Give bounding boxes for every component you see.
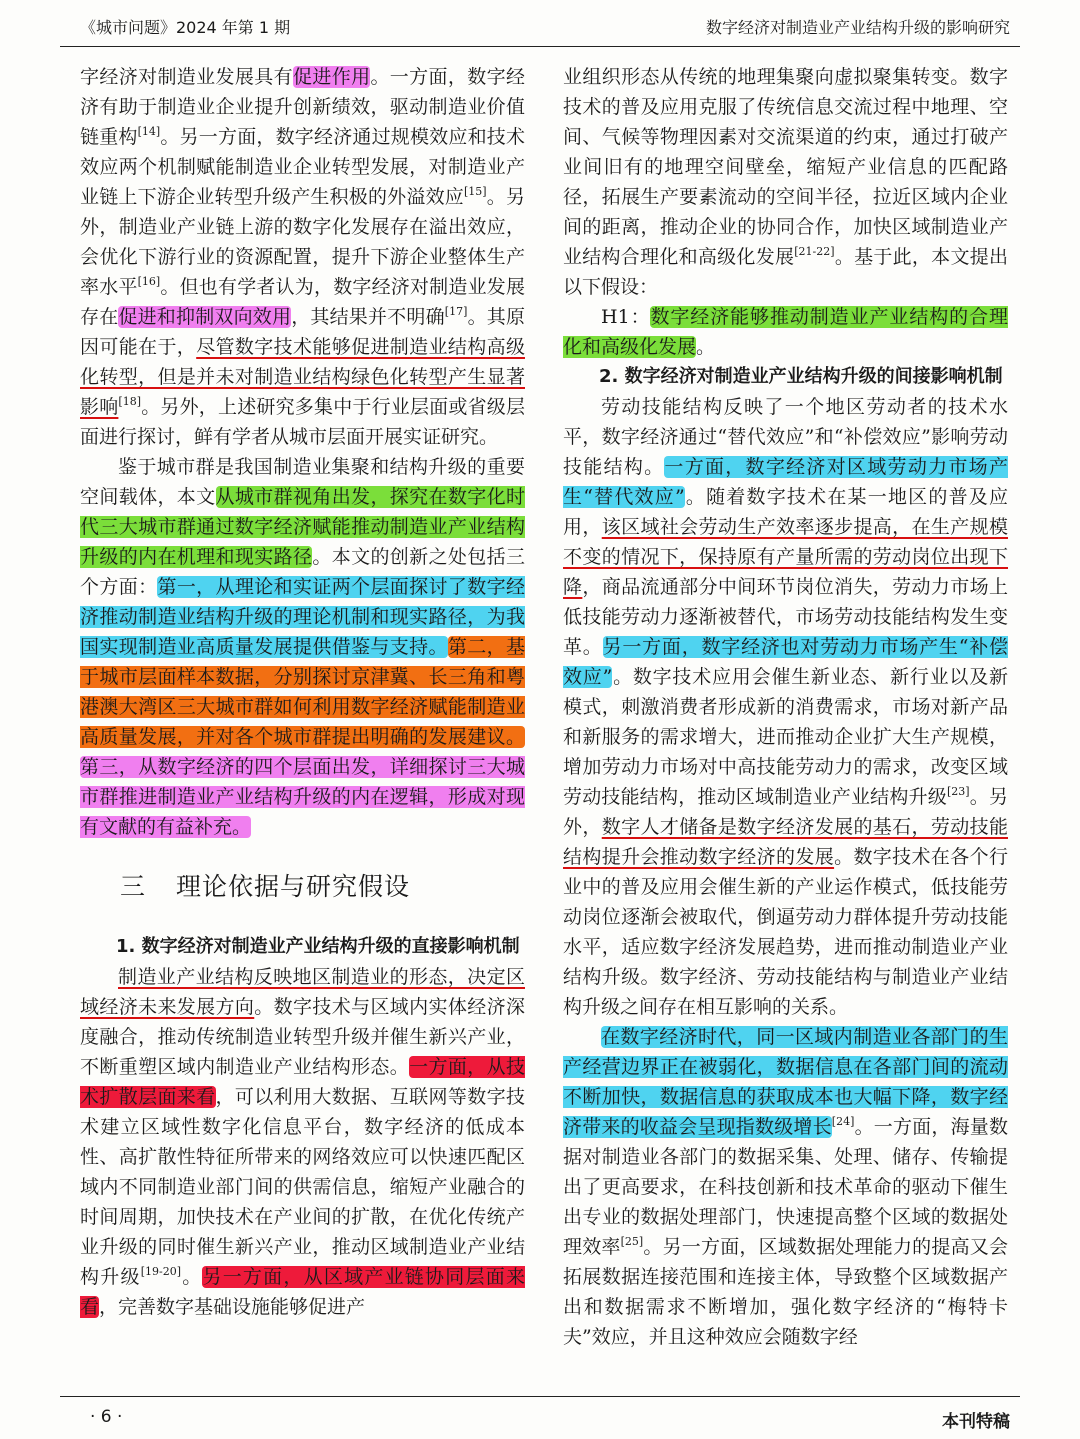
- underline-red: 该区域社会劳动生产效率逐步提高，在生产规模不变的情况下，保持原有产量所需的劳动岗位出现下降: [563, 516, 1008, 598]
- subsection-heading-direct: 1. 数字经济对制造业产业结构升级的直接影响机制: [116, 936, 520, 957]
- paragraph-direct-mechanism: 制造业产业结构反映地区制造业的形态，决定区域经济未来发展方向。数字技术与区域内实体经济深度融合，推动传统制造业转型升级并催生新兴产业，不断重塑区域内制造业产业结构形态。一方面，从技术扩散层面来看，可以利用大数据、互联网等数字技术建立区域性数字化信息平台，数字经济的低成本性、高扩散性特征所带来的网络效应可以快速匹配区域内不同制造业部门间的供需信息，缩短产业融合的时间周期，加快技术在产业间的扩散，在优化传统产业升级的同时催生新兴产业，推动区域制造业产业结构升级[19-20]。另一方面，从区域产业链协同层面来看，完善数字基础设施能够促进产: [80, 966, 525, 1318]
- running-header: [60, 10, 1020, 47]
- highlight-cyan: 第一，从理论和实证两个层面探讨了数字经济推动制造业结构升级的理论机制和现实路径，为我国实现制造业高质量发展提供借鉴与支持。: [80, 576, 525, 658]
- highlight-pink: 促进作用: [292, 66, 371, 88]
- highlight-green: 从城市群视角出发，探究在数字化时代三大城市群通过数字经济赋能推动制造业产业结构升级的内在机理和现实路径: [80, 486, 525, 568]
- journal-issue: 《城市问题》2024 年第 1 期: [80, 18, 291, 37]
- highlight-cyan: 在数字经济时代，同一区域内制造业各部门的生产经营边界正在被弱化，数据信息在各部门间的流动不断加快，数据信息的获取成本也大幅下降，数字经济带来的收益会呈现指数级增长: [563, 1026, 1008, 1138]
- citation: [15]: [463, 185, 487, 198]
- underline-red: 尽管数字技术能够促进制造业结构高级化转型，但是并未对制造业结构绿色化转型产生显著影响: [80, 336, 525, 418]
- citation: [24]: [831, 1115, 855, 1128]
- highlight-red: 另一方面，从区域产业链协同层面来看: [80, 1266, 525, 1318]
- citation: [14]: [137, 125, 161, 138]
- citation: [16]: [137, 275, 161, 288]
- hypothesis-label: H1：: [601, 306, 651, 328]
- highlight-cyan: 另一方面，数字经济也对劳动力市场产生“补偿效应”: [563, 636, 1008, 688]
- citation: [21-22]: [794, 245, 835, 258]
- citation: [18]: [118, 395, 141, 408]
- hypothesis-h1: H1：数字经济能够推动制造业产业结构的合理化和高级化发展。: [563, 306, 1008, 358]
- paragraph-contributions: 鉴于城市群是我国制造业集聚和结构升级的重要空间载体，本文从城市群视角出发，探究在数字化时代三大城市群通过数字经济赋能推动制造业产业结构升级的内在机理和现实路径。本文的创新之处包括三个方面：第一，从理论和实证两个层面探讨了数字经济推动制造业结构升级的理论机制和现实路径，为我国实现制造业高质量发展提供借鉴与支持。第二，基于城市层面样本数据，分别探讨京津冀、长三角和粤港澳大湾区三大城市群如何利用数字经济赋能制造业高质量发展，并对各个城市群提出明确的发展建议。第三，从数字经济的四个层面出发，详细探讨三大城市群推进制造业产业结构升级的内在逻辑，形成对现有文献的有益补充。: [80, 456, 525, 838]
- citation: [25]: [620, 1235, 644, 1248]
- highlight-pink: 第三，从数字经济的四个层面出发，详细探讨三大城市群推进制造业产业结构升级的内在逻辑，形成对现有文献的有益补充。: [80, 756, 525, 838]
- section-number: 三: [120, 872, 147, 901]
- highlight-green: 数字经济能够推动制造业产业结构的合理化和高级化发展: [563, 306, 1008, 358]
- page-footer: [60, 1396, 1020, 1437]
- section-title: 理论依据与研究假设: [176, 872, 411, 901]
- section-heading: [120, 872, 525, 902]
- underline-red: 数字人才储备是数字经济发展的基石，劳动技能结构提升会推动数字经济的发展: [563, 816, 1008, 868]
- paragraph-literature-review: 字经济对制造业发展具有促进作用。一方面，数字经济有助于制造业企业提升创新绩效，驱动制造业价值链重构[14]。另一方面，数字经济通过规模效应和技术效应两个机制赋能制造业企业转型发展，对制造业产业链上下游企业转型升级产生积极的外溢效应[15]。另外，制造业产业链上游的数字化发展存在溢出效应，会优化下游行业的资源配置，提升下游企业整体生产率水平[16]。但也有学者认为，数字经济对制造业发展存在促进和抑制双向效用，其结果并不明确[17]。其原因可能在于，尽管数字技术能够促进制造业结构高级化转型，但是并未对制造业结构绿色化转型产生显著影响[18]。另外，上述研究多集中于行业层面或省级层面进行探讨，鲜有学者从城市层面开展实证研究。: [80, 66, 525, 448]
- highlight-cyan: 一方面，数字经济对区域劳动力市场产生“替代效应”: [563, 456, 1008, 508]
- highlight-pink: 促进和抑制双向效用: [118, 306, 292, 328]
- page-number: · 6 ·: [90, 1407, 123, 1427]
- column-name: 本刊特稿: [942, 1412, 1010, 1432]
- article-title: 数字经济对制造业产业结构升级的影响研究: [705, 18, 1010, 37]
- highlight-orange: 第二，基于城市层面样本数据，分别探讨京津冀、长三角和粤港澳大湾区三大城市群如何利用数字经济赋能制造业高质量发展，并对各个城市群提出明确的发展建议。: [80, 636, 525, 748]
- subsection-heading-indirect: 2. 数字经济对制造业产业结构升级的间接影响机制: [599, 366, 1003, 387]
- underline-red: 制造业产业结构反映地区制造业的形态，决定区域经济未来发展方向: [80, 966, 525, 1018]
- left-column: [80, 62, 525, 1322]
- paragraph-data-flow: 在数字经济时代，同一区域内制造业各部门的生产经营边界正在被弱化，数据信息在各部门间的流动不断加快，数据信息的获取成本也大幅下降，数字经济带来的收益会呈现指数级增长[24]。一方面，海量数据对制造业各部门的数据采集、处理、储存、传输提出了更高要求，在科技创新和技术革命的驱动下催生出专业的数据处理部门，快速提高整个区域的数据处理效率[25]。另一方面，区域数据处理能力的提高又会拓展数据连接范围和连接主体，导致整个区域数据产出和数据需求不断增加，强化数字经济的“梅特卡夫”效应，并且这种效应会随数字经: [563, 1026, 1008, 1348]
- citation: [17]: [444, 305, 468, 318]
- right-column: [563, 62, 1008, 1352]
- highlight-red: 一方面，从技术扩散层面来看: [80, 1056, 525, 1108]
- citation: [23]: [946, 785, 970, 798]
- paragraph-labor-skills: 劳动技能结构反映了一个地区劳动者的技术水平，数字经济通过“替代效应”和“补偿效应”影响劳动技能结构。一方面，数字经济对区域劳动力市场产生“替代效应”。随着数字技术在某一地区的普及应用，该区域社会劳动生产效率逐步提高，在生产规模不变的情况下，保持原有产量所需的劳动岗位出现下降，商品流通部分中间环节岗位消失，劳动力市场上低技能劳动力逐渐被替代，市场劳动技能结构发生变革。另一方面，数字经济也对劳动力市场产生“补偿效应”。数字技术应用会催生新业态、新行业以及新模式，刺激消费者形成新的消费需求，市场对新产品和新服务的需求增大，进而推动企业扩大生产规模，增加劳动力市场对中高技能劳动力的需求，改变区域劳动技能结构，推动区域制造业产业结构升级[23]。另外，数字人才储备是数字经济发展的基石，劳动技能结构提升会推动数字经济的发展。数字技术在各个行业中的普及应用会催生新的产业运作模式，低技能劳动岗位逐渐会被取代，倒逼劳动力群体提升劳动技能水平，适应数字经济发展趋势，进而推动制造业产业结构升级。数字经济、劳动技能结构与制造业产业结构升级之间存在相互影响的关系。: [563, 396, 1008, 1018]
- paragraph-spatial-agglomeration: 业组织形态从传统的地理集聚向虚拟聚集转变。数字技术的普及应用克服了传统信息交流过程中地理、空间、气候等物理因素对交流渠道的约束，通过打破产业间旧有的地理空间壁垒，缩短产业信息的匹配路径，拓展生产要素流动的空间半径，拉近区域内企业间的距离，推动企业的协同合作，加快区域制造业产业结构合理化和高级化发展[21-22]。基于此，本文提出以下假设：: [563, 66, 1008, 298]
- citation: [19-20]: [140, 1265, 181, 1278]
